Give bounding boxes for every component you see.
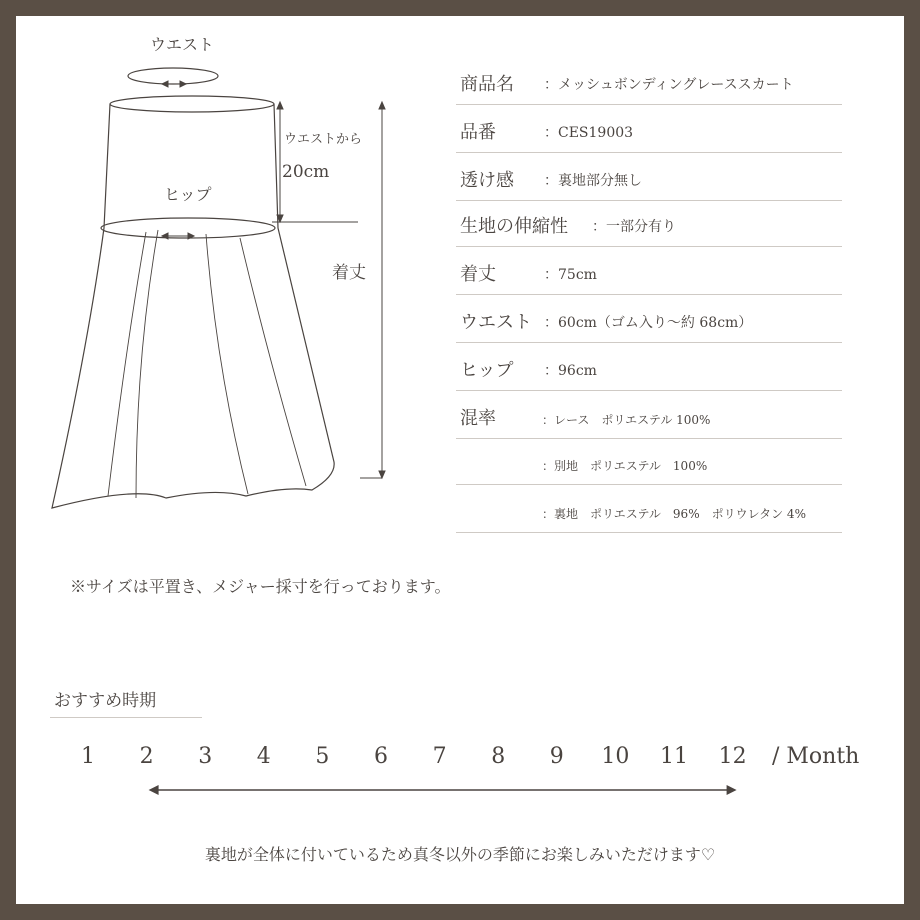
skirt-waistband: [110, 96, 274, 112]
month-label: 9: [549, 744, 564, 769]
blend-value-lace: ：レース ポリエステル 100%: [542, 413, 711, 427]
spec-key: ヒップ: [460, 360, 514, 381]
spec-key: 品番: [460, 122, 496, 143]
season-range-arrow: [16, 778, 904, 802]
month-unit: / Month: [772, 744, 860, 769]
spec-value: ：裏地部分無し: [544, 173, 642, 189]
from-waist-label: ウエストから: [284, 132, 363, 147]
spec-value: ：60cm（ゴム入り～約 68cm）: [544, 315, 753, 331]
spec-row: [456, 200, 842, 247]
month-label: 6: [374, 744, 388, 769]
spec-row: [456, 154, 842, 201]
spec-value: ：75cm: [544, 267, 597, 283]
waist-label: ウエスト: [150, 35, 215, 54]
skirt-flare-lines: [108, 230, 306, 498]
blend-row-3: [456, 486, 842, 533]
blend-value-separate: ：別地 ポリエステル 100%: [542, 459, 708, 473]
blend-key: 混率: [460, 408, 496, 429]
season-footer-note: 裏地が全体に付いているため真冬以外の季節にお楽しみいただけます♡: [204, 845, 716, 864]
month-label: 8: [491, 744, 506, 769]
spec-value: ：メッシュボンディングレーススカート: [544, 77, 794, 93]
hip-label: ヒップ: [164, 185, 212, 204]
spec-row: [456, 296, 842, 343]
month-label: 10: [601, 744, 630, 769]
season-label: おすすめ時期: [54, 691, 157, 711]
spec-value: ：一部分有り: [592, 219, 676, 235]
spec-value: ：96cm: [544, 363, 597, 379]
spec-key: 生地の伸縮性: [460, 216, 568, 237]
month-label: 5: [315, 744, 330, 769]
month-label: 11: [660, 744, 688, 769]
blend-row-1: [456, 392, 842, 439]
waist-measure-ellipse: [128, 68, 218, 84]
spec-key: 透け感: [460, 170, 514, 191]
from-waist-value: 20cm: [282, 162, 330, 182]
spec-row: [456, 106, 842, 153]
spec-key: 商品名: [460, 74, 514, 95]
spec-row: [456, 344, 842, 391]
length-label: 着丈: [332, 263, 366, 283]
measurement-note: ※サイズは平置き、メジャー採寸を行っております。: [70, 577, 451, 596]
spec-value: ：CES19003: [544, 125, 634, 141]
month-label: 1: [81, 744, 95, 769]
month-label: 4: [256, 744, 271, 769]
month-label: 12: [718, 744, 747, 769]
size-chart-card: [16, 16, 904, 904]
spec-key: 着丈: [460, 264, 496, 285]
month-label: 7: [432, 744, 447, 769]
blend-value-lining: ：裏地 ポリエステル 96% ポリウレタン 4%: [542, 507, 806, 521]
season-underline: [50, 717, 202, 718]
month-label: 2: [139, 744, 154, 769]
spec-key: ウエスト: [460, 312, 532, 333]
blend-row-2: [456, 438, 842, 485]
spec-row: [456, 248, 842, 295]
spec-row: [456, 58, 842, 105]
month-label: 3: [198, 744, 213, 769]
